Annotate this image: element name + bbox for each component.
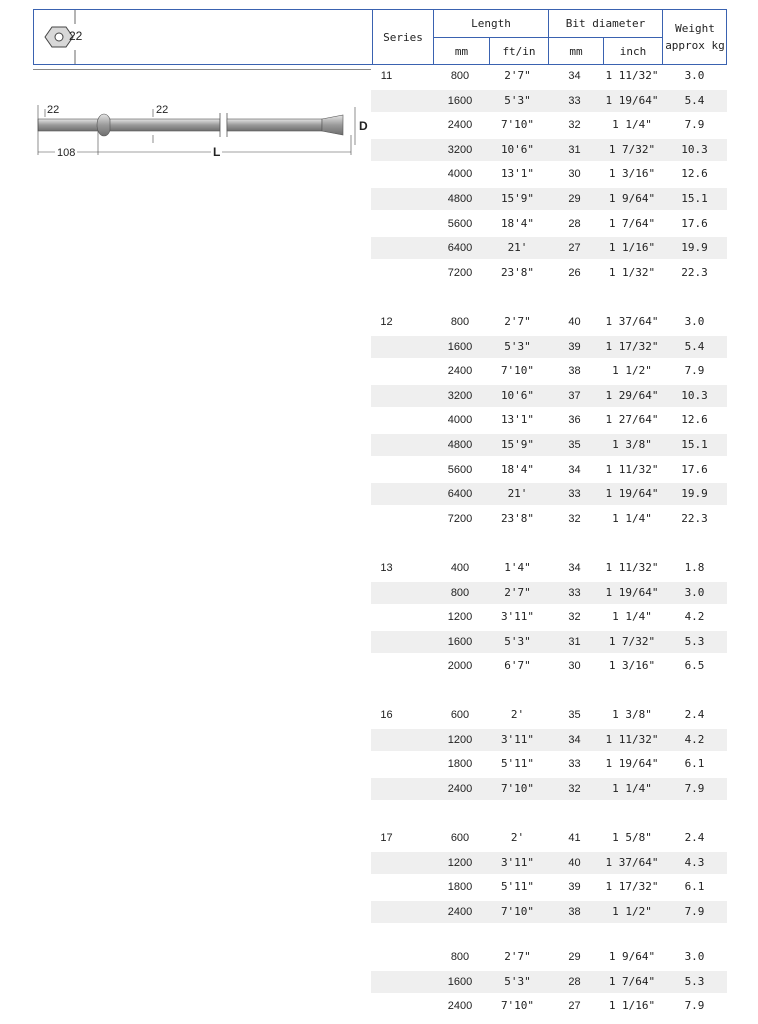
weight-cell: 2.4 — [684, 708, 705, 721]
length-mm-cell: 4800 — [447, 439, 473, 451]
length-mm-cell: 1800 — [447, 758, 473, 771]
length-ftin-cell: 21' — [507, 487, 528, 501]
bit-mm-cell: 37 — [568, 389, 581, 402]
bit-inch-cell: 1 17/32" — [605, 880, 659, 894]
length-ftin-cell: 5'3" — [504, 93, 531, 107]
weight-cell: 3.0 — [684, 950, 705, 963]
hex-size-label: 22 — [69, 29, 83, 43]
series-cell: 13 — [380, 562, 393, 574]
weight-cell: 7.9 — [684, 999, 705, 1013]
length-ftin-cell: 7'10" — [500, 781, 535, 795]
length-mm-cell: 5600 — [447, 463, 473, 476]
series-cell: 12 — [380, 316, 393, 328]
weight-cell: 4.2 — [684, 732, 705, 746]
length-ftin-cell: 18'4" — [500, 462, 535, 476]
bit-mm-cell: 28 — [568, 975, 581, 988]
bit-inch-cell: 1 19/64" — [605, 757, 659, 771]
length-ftin-cell: 5'3" — [504, 634, 531, 648]
weight-sub-label: approx kg — [665, 39, 725, 52]
length-mm-cell: 800 — [450, 586, 470, 599]
bit-inch-cell: 1 1/32" — [608, 265, 656, 279]
length-ftin-cell: 6'7" — [504, 659, 531, 673]
weight-cell: 2.4 — [684, 831, 705, 844]
bit-mm-cell: 30 — [568, 660, 581, 673]
length-mm-cell: 2000 — [447, 660, 473, 673]
bit-inch-cell: 1 3/8" — [612, 438, 652, 451]
length-mm-cell: 1800 — [447, 881, 473, 894]
bit-mm-cell: 32 — [568, 782, 581, 795]
length-mm-cell: 6400 — [447, 488, 473, 501]
weight-cell: 6.1 — [684, 880, 705, 894]
length-mm-cell: 2400 — [447, 905, 473, 918]
length-ftin-cell: 2' — [510, 708, 525, 721]
length-mm-cell: 5600 — [447, 217, 473, 230]
bit-inch-cell: 1 19/64" — [605, 585, 659, 599]
dim-22-mid: 22 — [156, 104, 169, 116]
length-mm-cell: 2400 — [447, 782, 473, 795]
length-ftin-cell: 5'11" — [500, 757, 535, 771]
weight-cell: 7.9 — [684, 781, 705, 795]
length-ftin-cell: 5'3" — [504, 974, 531, 988]
length-mm-cell: 1600 — [447, 340, 473, 353]
bit-mm-cell: 28 — [568, 217, 581, 230]
bit-mm-cell: 27 — [568, 1000, 581, 1013]
length-ftin-cell: 3'11" — [500, 610, 535, 624]
weight-cell: 10.3 — [681, 142, 708, 156]
series-cell: 17 — [380, 832, 393, 844]
weight-cell: 15.1 — [681, 438, 708, 451]
bit-inch-cell: 1 37/64" — [605, 855, 659, 869]
length-mm-cell: 800 — [450, 951, 470, 963]
weight-cell: 5.4 — [684, 339, 705, 353]
weight-cell: 6.1 — [684, 757, 705, 771]
length-mm-cell: 800 — [450, 316, 470, 328]
weight-cell: 6.5 — [684, 659, 705, 673]
bit-inch-cell: 1 3/16" — [608, 167, 656, 181]
bit-inch-cell: 1 17/32" — [605, 339, 659, 353]
length-ftin-cell: 5'3" — [504, 339, 531, 353]
weight-cell: 22.3 — [681, 265, 708, 279]
bit-mm-cell: 31 — [568, 635, 581, 648]
bit-mm-cell: 34 — [568, 463, 581, 476]
bit-inch-cell: 1 27/64" — [605, 413, 659, 427]
col-length-ftin: ft/in — [502, 44, 536, 58]
length-ftin-cell: 5'11" — [500, 880, 535, 894]
bit-inch-cell: 1 1/16" — [608, 999, 656, 1013]
length-mm-cell: 2400 — [447, 365, 473, 378]
bit-inch-cell: 1 7/32" — [608, 142, 656, 156]
bit-mm-cell: 34 — [568, 70, 581, 82]
bit-inch-cell: 1 1/4" — [612, 610, 652, 624]
length-ftin-cell: 2' — [510, 831, 525, 844]
weight-cell: 5.4 — [684, 93, 705, 107]
weight-cell: 3.0 — [684, 69, 705, 82]
bit-inch-cell: 1 9/64" — [608, 192, 656, 205]
col-series: Series — [383, 30, 423, 44]
weight-cell: 15.1 — [681, 192, 708, 205]
bit-mm-cell: 34 — [568, 562, 581, 574]
weight-cell: 5.3 — [684, 634, 705, 648]
dim-D: D — [359, 119, 368, 133]
length-ftin-cell: 10'6" — [500, 142, 535, 156]
bit-mm-cell: 33 — [568, 94, 581, 107]
length-ftin-cell: 3'11" — [500, 855, 535, 869]
col-length-mm: mm — [454, 44, 469, 58]
bit-mm-cell: 34 — [568, 733, 581, 746]
weight-cell: 10.3 — [681, 388, 708, 402]
bit-mm-cell: 38 — [568, 905, 581, 918]
bit-mm-cell: 26 — [568, 266, 581, 279]
bit-mm-cell: 32 — [568, 512, 581, 525]
dim-L: L — [213, 145, 221, 159]
bit-mm-cell: 41 — [568, 832, 581, 844]
bit-inch-cell: 1 1/4" — [612, 118, 652, 132]
length-mm-cell: 3200 — [447, 389, 473, 402]
length-ftin-cell: 3'11" — [500, 732, 535, 746]
bit-mm-cell: 31 — [568, 143, 581, 156]
bit-inch-cell: 1 19/64" — [605, 93, 659, 107]
weight-cell: 7.9 — [684, 364, 705, 378]
bit-mm-cell: 39 — [568, 340, 581, 353]
bit-inch-cell: 1 11/32" — [605, 462, 659, 476]
length-mm-cell: 800 — [450, 70, 470, 82]
bit-mm-cell: 35 — [568, 709, 581, 721]
bit-inch-cell: 1 3/8" — [612, 708, 652, 721]
bit-mm-cell: 33 — [568, 586, 581, 599]
length-mm-cell: 3200 — [447, 143, 473, 156]
weight-cell: 12.6 — [681, 413, 708, 427]
length-ftin-cell: 7'10" — [500, 364, 535, 378]
length-mm-cell: 2400 — [447, 119, 473, 132]
col-bit-diameter: Bit diameter — [565, 17, 646, 30]
bit-inch-cell: 1 1/2" — [612, 364, 652, 378]
length-ftin-cell: 2'7" — [504, 950, 531, 963]
bit-mm-cell: 40 — [568, 856, 581, 869]
weight-cell: 4.2 — [684, 610, 705, 624]
dim-108: 108 — [57, 147, 76, 159]
length-mm-cell: 4800 — [447, 193, 473, 205]
bit-inch-cell: 1 9/64" — [608, 950, 656, 963]
weight-cell: 3.0 — [684, 315, 705, 328]
length-ftin-cell: 23'8" — [500, 511, 535, 525]
weight-cell: 17.6 — [681, 462, 708, 476]
series-cell: 11 — [380, 70, 393, 82]
bit-inch-cell: 1 3/16" — [608, 659, 656, 673]
bit-inch-cell: 1 7/64" — [608, 216, 656, 230]
length-mm-cell: 600 — [450, 709, 470, 721]
length-ftin-cell: 1'4" — [504, 561, 531, 574]
weight-cell: 17.6 — [681, 216, 708, 230]
length-ftin-cell: 13'1" — [500, 167, 535, 181]
length-ftin-cell: 2'7" — [504, 69, 531, 82]
weight-cell: 19.9 — [681, 487, 708, 501]
weight-label: Weight — [675, 22, 715, 35]
bit-inch-cell: 1 1/2" — [612, 904, 652, 918]
bit-mm-cell: 36 — [568, 414, 581, 427]
length-mm-cell: 1200 — [447, 733, 473, 746]
bit-inch-cell: 1 29/64" — [605, 388, 659, 402]
weight-cell: 4.3 — [684, 855, 705, 869]
length-ftin-cell: 10'6" — [500, 388, 535, 402]
length-mm-cell: 4000 — [447, 414, 473, 427]
weight-cell: 7.9 — [684, 904, 705, 918]
length-mm-cell: 2400 — [447, 1000, 473, 1013]
length-mm-cell: 7200 — [447, 266, 473, 279]
bit-mm-cell: 33 — [568, 488, 581, 501]
weight-cell: 7.9 — [684, 118, 705, 132]
bit-inch-cell: 1 1/4" — [612, 781, 652, 795]
weight-cell: 12.6 — [681, 167, 708, 181]
bit-mm-cell: 29 — [568, 193, 581, 205]
bit-mm-cell: 29 — [568, 951, 581, 963]
length-mm-cell: 1600 — [447, 94, 473, 107]
length-mm-cell: 1200 — [447, 611, 473, 624]
weight-cell: 3.0 — [684, 585, 705, 599]
weight-cell: 19.9 — [681, 241, 708, 255]
series-cell: 16 — [380, 709, 393, 721]
length-ftin-cell: 18'4" — [500, 216, 535, 230]
bit-inch-cell: 1 11/32" — [605, 561, 659, 574]
bit-mm-cell: 39 — [568, 881, 581, 894]
bit-inch-cell: 1 11/32" — [605, 732, 659, 746]
length-mm-cell: 600 — [450, 832, 470, 844]
col-length: Length — [471, 17, 511, 30]
weight-cell: 5.3 — [684, 974, 705, 988]
length-ftin-cell: 13'1" — [500, 413, 535, 427]
length-mm-cell: 1200 — [447, 856, 473, 869]
length-ftin-cell: 7'10" — [500, 999, 535, 1013]
length-mm-cell: 4000 — [447, 168, 473, 181]
length-ftin-cell: 2'7" — [504, 585, 531, 599]
length-mm-cell: 400 — [450, 562, 470, 574]
length-mm-cell: 6400 — [447, 242, 473, 255]
bit-inch-cell: 1 1/4" — [612, 511, 652, 525]
length-ftin-cell: 7'10" — [500, 118, 535, 132]
bit-mm-cell: 35 — [568, 439, 581, 451]
bit-inch-cell: 1 11/32" — [605, 69, 659, 82]
length-ftin-cell: 23'8" — [500, 265, 535, 279]
dim-22-left: 22 — [47, 104, 60, 116]
length-ftin-cell: 2'7" — [504, 315, 531, 328]
bit-inch-cell: 1 5/8" — [612, 831, 652, 844]
bit-inch-cell: 1 19/64" — [605, 487, 659, 501]
bit-mm-cell: 40 — [568, 316, 581, 328]
bit-mm-cell: 27 — [568, 242, 581, 255]
bit-mm-cell: 32 — [568, 119, 581, 132]
bit-mm-cell: 32 — [568, 611, 581, 624]
bit-inch-cell: 1 7/64" — [608, 974, 656, 988]
bit-mm-cell: 38 — [568, 365, 581, 378]
length-ftin-cell: 15'9" — [500, 438, 535, 451]
length-mm-cell: 7200 — [447, 512, 473, 525]
col-bit-mm: mm — [569, 44, 583, 58]
bit-mm-cell: 30 — [568, 168, 581, 181]
bit-inch-cell: 1 1/16" — [608, 241, 656, 255]
weight-cell: 1.8 — [684, 561, 705, 574]
length-ftin-cell: 21' — [507, 241, 528, 255]
weight-cell: 22.3 — [681, 511, 708, 525]
col-bit-inch: inch — [619, 44, 647, 58]
length-mm-cell: 1600 — [447, 975, 473, 988]
length-ftin-cell: 15'9" — [500, 192, 535, 205]
length-ftin-cell: 7'10" — [500, 904, 535, 918]
bit-mm-cell: 33 — [568, 758, 581, 771]
bit-inch-cell: 1 7/32" — [608, 634, 656, 648]
length-mm-cell: 1600 — [447, 635, 473, 648]
bit-inch-cell: 1 37/64" — [605, 315, 659, 328]
